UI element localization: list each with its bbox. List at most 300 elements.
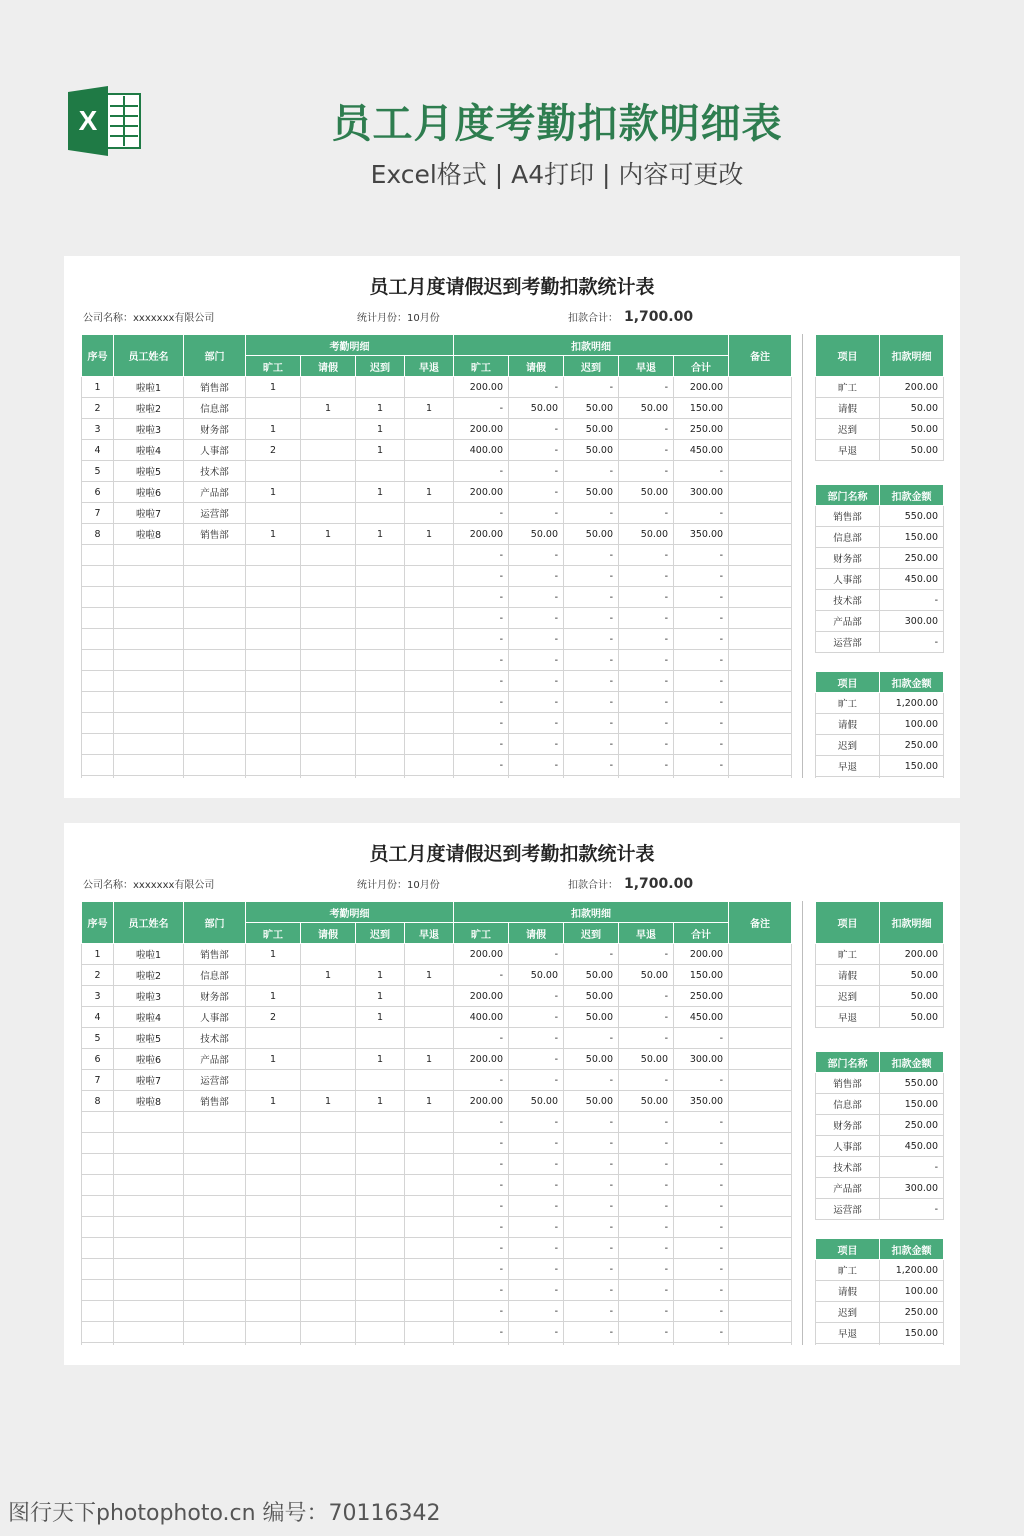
- table-cell: 300.00: [674, 482, 729, 503]
- table-cell: 啦啦7: [114, 1070, 184, 1091]
- table-cell: 400.00: [454, 1007, 509, 1028]
- summary-item: 人事部: [816, 569, 880, 590]
- table-cell: [356, 1280, 405, 1301]
- group-header-attendance: 考勤明细: [246, 902, 454, 923]
- table-cell: [301, 692, 356, 713]
- summary-amount: 450.00: [880, 1136, 944, 1157]
- summary-row: [816, 590, 944, 611]
- table-cell: [729, 1049, 792, 1070]
- table-cell: [82, 692, 114, 713]
- table-row: [82, 1259, 792, 1280]
- table-cell: [114, 1112, 184, 1133]
- table-cell: [301, 944, 356, 965]
- summary-header: 扣款明细: [880, 335, 944, 377]
- table-cell: [674, 1343, 729, 1346]
- summary-row: [816, 986, 944, 1007]
- table-cell: 300.00: [674, 1049, 729, 1070]
- table-cell: [184, 671, 246, 692]
- table-cell: 啦啦7: [114, 503, 184, 524]
- table-cell: -: [564, 503, 619, 524]
- table-cell: 1: [246, 944, 301, 965]
- table-cell: [301, 1154, 356, 1175]
- table-cell: -: [564, 1175, 619, 1196]
- table-cell: [114, 713, 184, 734]
- summary-row: [816, 1323, 944, 1344]
- col-header: 旷工: [246, 923, 301, 944]
- table-cell: -: [509, 482, 564, 503]
- table-cell: [301, 1175, 356, 1196]
- table-cell: [356, 608, 405, 629]
- table-cell: [405, 692, 454, 713]
- total-label: 扣款合计：: [568, 880, 618, 891]
- summary-item: [816, 777, 880, 779]
- table-cell: [246, 776, 301, 779]
- table-cell: [82, 545, 114, 566]
- table-row: [82, 1154, 792, 1175]
- table-cell: -: [564, 1028, 619, 1049]
- table-cell: [356, 1070, 405, 1091]
- table-cell: [405, 587, 454, 608]
- table-cell: [184, 587, 246, 608]
- table-cell: 2: [82, 965, 114, 986]
- table-cell: [246, 1028, 301, 1049]
- table-cell: -: [454, 461, 509, 482]
- table-cell: [729, 1070, 792, 1091]
- summary-header-row: [816, 672, 944, 693]
- table-cell: [246, 587, 301, 608]
- summary-amount: -: [880, 632, 944, 653]
- table-cell: -: [509, 650, 564, 671]
- table-cell: [301, 1112, 356, 1133]
- table-cell: 1: [356, 398, 405, 419]
- table-row: [82, 776, 792, 779]
- table-cell: [729, 566, 792, 587]
- table-cell: [729, 1343, 792, 1346]
- table-cell: 1: [82, 377, 114, 398]
- table-cell: -: [509, 1133, 564, 1154]
- table-cell: 350.00: [674, 524, 729, 545]
- summary-row: [816, 735, 944, 756]
- group-header-attendance: 考勤明细: [246, 335, 454, 356]
- table-cell: [729, 1175, 792, 1196]
- table-cell: -: [454, 1154, 509, 1175]
- summary-item: 人事部: [816, 1136, 880, 1157]
- table-cell: 450.00: [674, 1007, 729, 1028]
- table-cell: -: [564, 1280, 619, 1301]
- table-cell: 50.00: [619, 482, 674, 503]
- summary-header: 项目: [816, 672, 880, 693]
- table-cell: 50.00: [509, 1091, 564, 1112]
- table-cell: [82, 1196, 114, 1217]
- table-cell: -: [674, 629, 729, 650]
- table-cell: -: [564, 461, 619, 482]
- table-cell: [301, 482, 356, 503]
- table-cell: 7: [82, 1070, 114, 1091]
- table-cell: -: [674, 1238, 729, 1259]
- summary-row: [816, 1302, 944, 1323]
- table-cell: -: [619, 734, 674, 755]
- table-row: [82, 461, 792, 482]
- table-cell: 信息部: [184, 398, 246, 419]
- summary-amount: 50.00: [880, 986, 944, 1007]
- col-header: 员工姓名: [114, 902, 184, 944]
- table-cell: 1: [356, 1007, 405, 1028]
- table-cell: [356, 944, 405, 965]
- table-cell: [301, 377, 356, 398]
- table-cell: [82, 1280, 114, 1301]
- total-value: 1,700.00: [624, 876, 694, 892]
- table-cell: -: [619, 503, 674, 524]
- table-cell: 200.00: [454, 482, 509, 503]
- table-cell: [184, 1301, 246, 1322]
- table-cell: 50.00: [619, 398, 674, 419]
- table-cell: -: [619, 650, 674, 671]
- summary-amount: 50.00: [880, 1007, 944, 1028]
- table-cell: [301, 1238, 356, 1259]
- table-cell: -: [564, 1238, 619, 1259]
- summary-table-2: [815, 1051, 944, 1220]
- table-row: [82, 398, 792, 419]
- table-cell: 200.00: [454, 419, 509, 440]
- table-cell: [184, 1154, 246, 1175]
- summary-item: 请假: [816, 1281, 880, 1302]
- summary-table-1: [815, 334, 944, 461]
- table-cell: -: [674, 1322, 729, 1343]
- table-row: [82, 440, 792, 461]
- summary-table-3: [815, 1238, 944, 1345]
- table-cell: [405, 1217, 454, 1238]
- table-cell: 3: [82, 419, 114, 440]
- table-cell: [246, 1238, 301, 1259]
- table-cell: -: [509, 671, 564, 692]
- table-cell: -: [619, 944, 674, 965]
- summary-header-row: [816, 1239, 944, 1260]
- table-cell: 350.00: [674, 1091, 729, 1112]
- col-header: 请假: [509, 923, 564, 944]
- table-cell: [184, 776, 246, 779]
- table-cell: [301, 713, 356, 734]
- summary-amount: 200.00: [880, 377, 944, 398]
- col-header: 早退: [405, 356, 454, 377]
- table-cell: 1: [246, 986, 301, 1007]
- table-cell: [114, 608, 184, 629]
- table-cell: [405, 440, 454, 461]
- table-cell: -: [619, 461, 674, 482]
- table-row: [82, 1112, 792, 1133]
- table-cell: [246, 734, 301, 755]
- table-cell: -: [454, 755, 509, 776]
- table-cell: -: [564, 608, 619, 629]
- table-cell: -: [509, 734, 564, 755]
- table-cell: -: [509, 461, 564, 482]
- summary-amount: 50.00: [880, 419, 944, 440]
- table-cell: -: [509, 545, 564, 566]
- col-header: 请假: [301, 356, 356, 377]
- table-cell: 1: [301, 524, 356, 545]
- attendance-table: [81, 334, 792, 778]
- table-cell: -: [564, 692, 619, 713]
- table-cell: -: [454, 1175, 509, 1196]
- summary-item: 请假: [816, 714, 880, 735]
- total-value: 1,700.00: [624, 309, 694, 325]
- table-cell: 1: [405, 524, 454, 545]
- table-cell: [405, 1133, 454, 1154]
- table-cell: 销售部: [184, 524, 246, 545]
- summary-amount: 1,200.00: [880, 693, 944, 714]
- table-cell: 1: [356, 482, 405, 503]
- table-cell: -: [674, 545, 729, 566]
- table-cell: -: [454, 1238, 509, 1259]
- table-cell: -: [564, 650, 619, 671]
- table-cell: [114, 1259, 184, 1280]
- table-cell: [729, 419, 792, 440]
- table-cell: [246, 629, 301, 650]
- table-cell: -: [454, 734, 509, 755]
- summary-item: 迟到: [816, 1302, 880, 1323]
- total-deduction: [568, 309, 693, 325]
- table-cell: [114, 545, 184, 566]
- table-cell: -: [619, 440, 674, 461]
- table-cell: -: [509, 1196, 564, 1217]
- table-cell: 啦啦5: [114, 461, 184, 482]
- table-cell: 50.00: [509, 524, 564, 545]
- summary-header-row: [816, 1052, 944, 1073]
- summary-amount: 250.00: [880, 1302, 944, 1323]
- table-cell: [729, 965, 792, 986]
- summary-row: [816, 1115, 944, 1136]
- table-cell: [405, 986, 454, 1007]
- summary-item: 迟到: [816, 735, 880, 756]
- table-cell: [82, 1301, 114, 1322]
- summary-amount: 50.00: [880, 398, 944, 419]
- table-cell: -: [454, 671, 509, 692]
- table-cell: 啦啦4: [114, 440, 184, 461]
- table-cell: [301, 1028, 356, 1049]
- table-cell: -: [509, 1154, 564, 1175]
- table-cell: [301, 734, 356, 755]
- table-row: [82, 629, 792, 650]
- sheet-title: 员工月度请假迟到考勤扣款统计表: [369, 276, 655, 298]
- page-subtitle: Excel格式 | A4打印 | 内容可更改: [370, 160, 744, 189]
- table-cell: [356, 566, 405, 587]
- table-cell: [301, 986, 356, 1007]
- table-cell: 2: [246, 1007, 301, 1028]
- table-cell: -: [619, 1301, 674, 1322]
- table-cell: [184, 1322, 246, 1343]
- table-cell: [82, 1154, 114, 1175]
- table-cell: -: [454, 692, 509, 713]
- table-row: [82, 1238, 792, 1259]
- table-cell: [405, 1196, 454, 1217]
- table-cell: 啦啦3: [114, 419, 184, 440]
- summary-row: [816, 1281, 944, 1302]
- table-cell: [246, 713, 301, 734]
- table-cell: [356, 1322, 405, 1343]
- table-cell: [729, 1238, 792, 1259]
- table-cell: 50.00: [619, 1049, 674, 1070]
- table-cell: -: [509, 1322, 564, 1343]
- table-cell: [246, 1217, 301, 1238]
- table-cell: [356, 503, 405, 524]
- summary-row: [816, 1136, 944, 1157]
- table-cell: -: [564, 755, 619, 776]
- table-cell: -: [509, 1175, 564, 1196]
- table-row: [82, 1028, 792, 1049]
- table-cell: [405, 776, 454, 779]
- table-cell: 啦啦6: [114, 1049, 184, 1070]
- table-cell: 1: [405, 482, 454, 503]
- summary-row: [816, 1157, 944, 1178]
- table-cell: -: [454, 1133, 509, 1154]
- table-cell: 1: [246, 1049, 301, 1070]
- table-cell: -: [509, 1301, 564, 1322]
- summary-amount: -: [880, 1157, 944, 1178]
- table-cell: [356, 713, 405, 734]
- table-cell: [356, 545, 405, 566]
- table-cell: [301, 1343, 356, 1346]
- table-cell: -: [454, 713, 509, 734]
- col-header: 合计: [674, 356, 729, 377]
- table-row: [82, 1343, 792, 1346]
- table-cell: [729, 986, 792, 1007]
- table-cell: -: [674, 650, 729, 671]
- table-cell: -: [619, 1070, 674, 1091]
- table-cell: [246, 1133, 301, 1154]
- group-header-deduction: 扣款明细: [454, 902, 729, 923]
- table-cell: [619, 776, 674, 779]
- table-cell: -: [454, 629, 509, 650]
- table-cell: [405, 377, 454, 398]
- table-cell: [729, 1217, 792, 1238]
- table-cell: 人事部: [184, 1007, 246, 1028]
- sheet-preview-1: [64, 256, 960, 798]
- table-cell: [454, 1343, 509, 1346]
- table-cell: 产品部: [184, 1049, 246, 1070]
- table-cell: -: [619, 1238, 674, 1259]
- table-cell: -: [454, 1322, 509, 1343]
- summary-header-row: [816, 335, 944, 377]
- table-cell: -: [674, 566, 729, 587]
- col-header: 早退: [405, 923, 454, 944]
- col-header: 迟到: [564, 356, 619, 377]
- table-cell: -: [564, 566, 619, 587]
- table-cell: -: [509, 1112, 564, 1133]
- table-cell: [246, 608, 301, 629]
- table-cell: [184, 566, 246, 587]
- table-cell: 财务部: [184, 419, 246, 440]
- summary-header: 扣款金额: [880, 1239, 944, 1260]
- table-cell: 3: [82, 986, 114, 1007]
- table-cell: [184, 1280, 246, 1301]
- sheet-title: 员工月度请假迟到考勤扣款统计表: [369, 843, 655, 865]
- group-header-deduction: 扣款明细: [454, 335, 729, 356]
- table-row: [82, 1196, 792, 1217]
- table-cell: [356, 377, 405, 398]
- table-cell: [729, 482, 792, 503]
- summary-amount: -: [880, 1199, 944, 1220]
- summary-amount: -: [880, 590, 944, 611]
- table-cell: [674, 776, 729, 779]
- table-cell: 8: [82, 524, 114, 545]
- table-row: [82, 1133, 792, 1154]
- summary-amount: 50.00: [880, 965, 944, 986]
- table-cell: [356, 1028, 405, 1049]
- col-header: 请假: [509, 356, 564, 377]
- table-cell: [729, 1133, 792, 1154]
- table-cell: [729, 1322, 792, 1343]
- table-cell: [356, 1259, 405, 1280]
- table-cell: [729, 650, 792, 671]
- table-cell: [114, 650, 184, 671]
- table-cell: -: [619, 1280, 674, 1301]
- table-row: [82, 1070, 792, 1091]
- table-cell: -: [454, 503, 509, 524]
- table-cell: 销售部: [184, 1091, 246, 1112]
- table-cell: -: [509, 1217, 564, 1238]
- table-cell: 50.00: [509, 398, 564, 419]
- table-cell: -: [674, 671, 729, 692]
- table-cell: [405, 545, 454, 566]
- summary-row: [816, 714, 944, 735]
- table-cell: [405, 1070, 454, 1091]
- summary-amount: 150.00: [880, 1094, 944, 1115]
- table-row: [82, 608, 792, 629]
- table-cell: 2: [82, 398, 114, 419]
- table-cell: [114, 1343, 184, 1346]
- table-cell: 50.00: [619, 524, 674, 545]
- table-cell: -: [564, 1070, 619, 1091]
- table-cell: -: [454, 608, 509, 629]
- table-row: [82, 545, 792, 566]
- table-cell: 1: [246, 377, 301, 398]
- table-cell: [356, 629, 405, 650]
- table-cell: [405, 1175, 454, 1196]
- col-header: 部门: [184, 902, 246, 944]
- table-cell: -: [454, 1112, 509, 1133]
- table-cell: 1: [246, 1091, 301, 1112]
- table-cell: [356, 1133, 405, 1154]
- summary-item: 财务部: [816, 1115, 880, 1136]
- table-cell: [301, 1217, 356, 1238]
- table-cell: -: [674, 1259, 729, 1280]
- col-header: 旷工: [454, 923, 509, 944]
- table-cell: [246, 1154, 301, 1175]
- table-cell: 啦啦2: [114, 398, 184, 419]
- summary-row: [816, 419, 944, 440]
- table-cell: [82, 776, 114, 779]
- table-cell: 销售部: [184, 944, 246, 965]
- table-row: [82, 713, 792, 734]
- table-cell: 1: [405, 1091, 454, 1112]
- table-cell: 啦啦8: [114, 1091, 184, 1112]
- table-cell: [729, 545, 792, 566]
- summary-item: 信息部: [816, 527, 880, 548]
- table-cell: [246, 461, 301, 482]
- table-cell: [301, 461, 356, 482]
- table-cell: [246, 398, 301, 419]
- table-cell: [729, 776, 792, 779]
- summary-item: 信息部: [816, 1094, 880, 1115]
- table-cell: [356, 776, 405, 779]
- table-cell: [729, 629, 792, 650]
- total-deduction: [568, 876, 693, 892]
- summary-row: [816, 548, 944, 569]
- table-cell: 400.00: [454, 440, 509, 461]
- table-cell: [729, 1154, 792, 1175]
- table-cell: -: [509, 1259, 564, 1280]
- table-cell: [356, 1238, 405, 1259]
- summary-row: [816, 965, 944, 986]
